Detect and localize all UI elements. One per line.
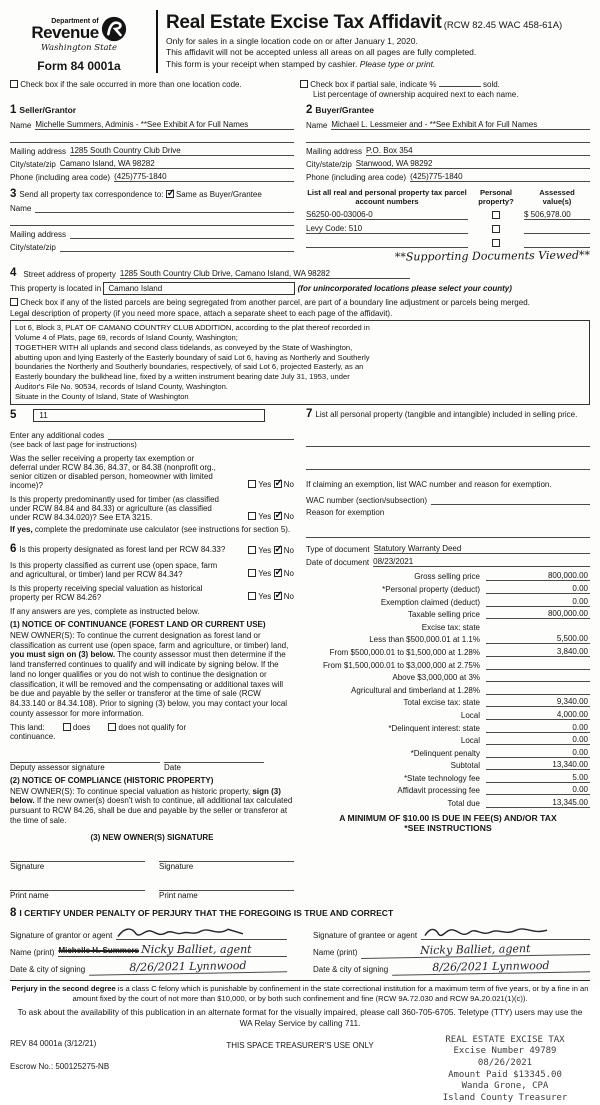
personal-property-list-field-2[interactable] bbox=[306, 457, 590, 470]
department-of-label: Department of bbox=[51, 17, 99, 25]
section-2-title: Buyer/Grantee bbox=[315, 105, 374, 115]
tax-row-label: Local bbox=[460, 736, 480, 746]
tax-row bbox=[306, 785, 590, 795]
signature-label: Signature bbox=[159, 861, 194, 871]
seller-mailing-field[interactable]: 1285 South Country Club Drive bbox=[70, 146, 294, 156]
s5-q2-yes-checkbox[interactable] bbox=[248, 512, 256, 520]
notice-1-title: (1) NOTICE OF CONTINUANCE (FOREST LAND OR CURRENT USE) bbox=[10, 619, 266, 629]
reason-for-exemption-label: Reason for exemption bbox=[306, 508, 385, 518]
partial-sale-label: Check box if partial sale, indicate % bbox=[310, 80, 437, 89]
s6-q2-no-checkbox[interactable] bbox=[274, 569, 282, 577]
notice-2-body-2: If the new owner(s) doesn't wish to continue, all additional tax calculated pursuant to RCW 84.26, shall be due and payable by the seller or transferor at the time of sale. bbox=[10, 796, 293, 825]
agency-name: Revenue bbox=[31, 22, 99, 42]
legal-line: boundaries the Northerly and Southerly boundaries, respectively, of said Lot 6, projected Easterly, as an bbox=[15, 362, 364, 372]
yes-label: Yes bbox=[258, 545, 272, 555]
tax-row bbox=[306, 697, 590, 707]
no-label: No bbox=[283, 545, 294, 555]
tax-row-value[interactable]: 13,345.00 bbox=[486, 798, 590, 808]
new-owner-signature-field-1[interactable] bbox=[10, 852, 145, 862]
s5-q2-no-checkbox[interactable] bbox=[274, 512, 282, 520]
assessed-value-field[interactable]: $ 506,978.00 bbox=[524, 210, 590, 220]
section-6-question-1 bbox=[10, 544, 232, 556]
land-does-checkbox[interactable] bbox=[63, 723, 71, 731]
use-code-field[interactable]: 11 bbox=[33, 409, 265, 422]
parcel-row bbox=[306, 238, 590, 248]
legal-description-field[interactable] bbox=[10, 320, 590, 405]
tax-row-value[interactable] bbox=[486, 685, 590, 695]
legal-line: abutting upon and lying Easterly of the Easterly boundary of said Lot 6, having as Northerly and Southerly bbox=[15, 352, 370, 362]
legal-line: Easterly boundary the bulkhead line, fixed by a written instrument bearing date July 31, 1953, under bbox=[15, 372, 350, 382]
predominate-use-note-rest: complete the predominate use calculator (see instructions for section 5). bbox=[32, 524, 291, 534]
deputy-assessor-signature-field[interactable] bbox=[10, 753, 160, 763]
stamp-line: REAL ESTATE EXCISE TAX bbox=[445, 1034, 565, 1045]
tax-row-label: Affidavit processing fee bbox=[397, 786, 480, 796]
section-5-question-2: Is this property predominantly used for timber (as classified under RCW 84.84 and 84.33) or agriculture (as classified under RCW 84.34.020)? See ETA 3215. bbox=[10, 494, 219, 522]
parcel-table-header bbox=[306, 188, 590, 206]
minimum-due-note: A MINIMUM OF $10.00 IS DUE IN FEE(S) AND/OR TAX bbox=[339, 813, 557, 824]
print-name-label: Print name bbox=[159, 890, 198, 900]
tax-row-label: *State technology fee bbox=[403, 773, 480, 783]
legal-line: Volume 4 of Plats, page 69, records of Island County, Washington; bbox=[15, 332, 238, 342]
section-6-instruction: If any answers are yes, complete as instructed below. bbox=[10, 606, 200, 616]
no-label: No bbox=[283, 479, 294, 489]
tax-row-value[interactable]: 0.00 bbox=[486, 723, 590, 733]
exemption-note: If claiming an exemption, list WAC number and reason for exemption. bbox=[306, 480, 552, 490]
correspondence-name-extra-field[interactable] bbox=[10, 216, 294, 226]
tax-row bbox=[306, 760, 590, 770]
partial-sale-checkbox[interactable] bbox=[300, 80, 308, 88]
grantee-printname-label: Name (print) bbox=[313, 948, 358, 958]
multi-location-checkbox[interactable] bbox=[10, 80, 18, 88]
section-6-question-3: Is this property receiving special valuation as historical property per RCW 84.26? bbox=[10, 583, 203, 602]
tax-row-value[interactable]: 0.00 bbox=[486, 748, 590, 758]
correspondence-csz-field[interactable] bbox=[60, 242, 294, 252]
yes-label: Yes bbox=[258, 511, 272, 521]
segregated-checkbox[interactable] bbox=[10, 298, 18, 306]
section-6-q1-text: Is this property designated as forest land per RCW 84.33? bbox=[19, 545, 226, 555]
no-label: No bbox=[283, 591, 294, 601]
assessed-value-field[interactable] bbox=[524, 238, 590, 248]
assessed-value-col-header: Assessed value(s) bbox=[539, 187, 575, 206]
section-7-column bbox=[306, 409, 590, 539]
tax-row bbox=[306, 622, 590, 632]
s6-q2-yes-checkbox[interactable] bbox=[248, 569, 256, 577]
parties-section bbox=[10, 105, 590, 263]
additional-codes-field[interactable] bbox=[108, 430, 294, 440]
seller-mailing-label: Mailing address bbox=[10, 146, 67, 156]
section-6-and-tax bbox=[10, 544, 590, 899]
tax-row-value[interactable]: 0.00 bbox=[486, 735, 590, 745]
continuance-label: continuance. bbox=[10, 731, 56, 741]
dor-swirl-icon bbox=[101, 16, 127, 42]
tax-row-value[interactable]: 800,000.00 bbox=[486, 571, 590, 581]
tax-row-label: Subtotal bbox=[450, 761, 480, 771]
revision-number: REV 84 0001a (3/12/21) bbox=[10, 1038, 97, 1048]
notice-2-body-1: NEW OWNER(S): To continue special valuation as historic property, bbox=[10, 786, 253, 796]
no-label: No bbox=[283, 511, 294, 521]
seller-csz-label: City/state/zip bbox=[10, 159, 56, 169]
section-4-number: 4 bbox=[10, 266, 17, 279]
seller-name-field[interactable]: Michelle Summers, Adminis - **See Exhibit A for Full Names bbox=[35, 120, 294, 130]
buyer-column bbox=[306, 105, 590, 263]
yes-label: Yes bbox=[258, 568, 272, 578]
new-owner-printname-field-2[interactable] bbox=[159, 881, 294, 891]
title-block bbox=[166, 10, 590, 69]
supporting-documents-stamp: **Supporting Documents Viewed** bbox=[394, 248, 591, 264]
form-number: Form 84 0001a bbox=[37, 59, 121, 73]
stamp-line: Excise Number 49789 bbox=[453, 1046, 557, 1057]
see-instructions-note: *SEE INSTRUCTIONS bbox=[404, 823, 492, 834]
tax-row bbox=[306, 773, 590, 783]
legal-line: Lot 6, Block 3, PLAT OF CAMANO COUNTRY CLUB ADDITION, according to the plat thereof recorded in bbox=[15, 323, 370, 332]
section-7-number: 7 bbox=[306, 407, 313, 420]
tax-row bbox=[306, 584, 590, 594]
land-does-not-checkbox[interactable] bbox=[108, 723, 116, 731]
accessibility-notice: To ask about the availability of this publication in an alternate format for the visually impaired, please call 360-705-6705. Teletype (TTY) users may use the WA Relay Service by calling 711. bbox=[17, 1007, 583, 1028]
tax-row bbox=[306, 710, 590, 720]
notice-2-bold: sign (3) below. bbox=[10, 786, 281, 806]
tax-row-value[interactable]: 4,000.00 bbox=[486, 710, 590, 720]
document-date-label: Date of document bbox=[306, 558, 370, 568]
section-3-number: 3 bbox=[10, 187, 17, 200]
seller-csz-field[interactable]: Camano Island, WA 98282 bbox=[60, 159, 294, 169]
header-note-3-italic: Please type or print. bbox=[359, 58, 436, 69]
new-owner-printname-field-1[interactable] bbox=[10, 881, 145, 891]
tax-row-value[interactable]: 5,500.00 bbox=[486, 634, 590, 644]
buyer-mailing-field[interactable]: P.O. Box 354 bbox=[366, 146, 590, 156]
grantor-datecity-label: Date & city of signing bbox=[10, 965, 86, 975]
grantee-printname-field[interactable]: Nicky Balliet, agent bbox=[361, 941, 590, 959]
section-6-question-2: Is this property classified as current use (open space, farm and agricultural, or timber) land per RCW 84.34? bbox=[10, 560, 218, 579]
document-type-field[interactable]: Statutory Warranty Deed bbox=[374, 544, 590, 554]
parcel-row bbox=[306, 210, 590, 220]
stamp-line: Island County Treasurer bbox=[442, 1093, 568, 1104]
buyer-csz-field[interactable]: Stanwood, WA 98292 bbox=[356, 159, 590, 169]
grantee-datecity-label: Date & city of signing bbox=[313, 965, 389, 975]
personal-property-col-header: Personal property? bbox=[478, 187, 514, 206]
tax-row-label: Agricultural and timberland at 1.28% bbox=[351, 685, 480, 695]
assessed-value-field[interactable] bbox=[524, 224, 590, 234]
parcel-number-field[interactable]: S6250-00-03006-0 bbox=[306, 210, 468, 220]
notice-1-body bbox=[10, 631, 294, 719]
partial-sale-sold-label: sold. bbox=[483, 80, 500, 89]
legal-line: TOGETHER WITH all uplands and second class tidelands, as conveyed by the State of Washington, bbox=[15, 342, 353, 352]
tax-row-value[interactable]: 0.00 bbox=[486, 584, 590, 594]
section-1-title: Seller/Grantor bbox=[19, 105, 77, 115]
yes-label: Yes bbox=[258, 479, 272, 489]
tax-row-value[interactable]: 800,000.00 bbox=[486, 609, 590, 619]
section-6-q3-answers bbox=[248, 592, 294, 602]
grantee-signature-field[interactable] bbox=[421, 924, 590, 940]
personal-property-checkbox[interactable] bbox=[492, 211, 500, 219]
tax-row bbox=[306, 723, 590, 733]
s6-q1-yes-checkbox[interactable] bbox=[248, 546, 256, 554]
tax-row-value bbox=[486, 622, 590, 632]
grantor-signature-label: Signature of grantor or agent bbox=[10, 931, 113, 941]
seller-phone-label: Phone (including area code) bbox=[10, 172, 111, 182]
print-name-label: Print name bbox=[10, 890, 49, 900]
notice-1-bold: you must sign on (3) below. bbox=[10, 650, 116, 660]
segregated-label: Check box if any of the listed parcels are being segregated from another parcel, are part of a boundary line adjustment or parcels being merged. bbox=[20, 298, 530, 307]
new-owner-signature-row bbox=[10, 852, 294, 871]
section-5-question-1: Was the seller receiving a property tax exemption or deferral under RCW 84.36, 84.37, or 84.38 (nonprofit org., senior citizen or disabled person, homeowner with limited income)? bbox=[10, 453, 216, 490]
notice-1-body-1: NEW OWNER(S): To continue the current designation as forest land or classification as current use (open space, farm and agriculture, or timber) land, bbox=[10, 630, 289, 650]
certify-statement: I CERTIFY UNDER PENALTY OF PERJURY THAT THE FOREGOING IS TRUE AND CORRECT bbox=[19, 907, 394, 918]
does-label: does bbox=[72, 722, 91, 732]
correspondence-name-field[interactable] bbox=[35, 203, 294, 213]
located-in-label: This property is located in bbox=[10, 284, 102, 293]
tax-row-label: Above $3,000,000 at 3% bbox=[392, 673, 480, 683]
header-note-2: This affidavit will not be accepted unless all areas on all pages are fully completed. bbox=[166, 47, 477, 57]
tax-row bbox=[306, 672, 590, 682]
correspondence-mailing-label: Mailing address bbox=[10, 230, 67, 239]
sections-5-7 bbox=[10, 409, 590, 539]
same-as-buyer-checkbox[interactable] bbox=[166, 190, 174, 198]
perjury-bold: Perjury in the second degree bbox=[11, 984, 116, 994]
grantor-signature-scrawl bbox=[116, 924, 246, 940]
grantor-signature-block bbox=[10, 921, 287, 974]
tax-row-label: *Personal property (deduct) bbox=[382, 584, 480, 594]
notice-2-body bbox=[10, 787, 294, 826]
perjury-notice bbox=[10, 984, 590, 1003]
tax-row-label: Total due bbox=[447, 799, 480, 809]
tax-row-label: Local bbox=[460, 710, 480, 720]
parcel-col-header: List all real and personal property tax parcel account numbers bbox=[307, 187, 467, 206]
multi-location-label: Check box if the sale occurred in more than one location code. bbox=[20, 80, 242, 89]
section-8-number: 8 bbox=[10, 906, 17, 919]
section-6-number: 6 bbox=[10, 543, 17, 556]
form-header bbox=[10, 10, 590, 73]
tax-row-label: *Delinquent interest: state bbox=[388, 723, 480, 733]
header-note-3 bbox=[166, 59, 590, 69]
treasurer-use-only-label: THIS SPACE TREASURER'S USE ONLY bbox=[226, 1040, 374, 1050]
buyer-name-label: Name bbox=[306, 120, 328, 130]
property-section bbox=[10, 268, 590, 405]
stamp-line: Amount Paid $13345.00 bbox=[448, 1069, 562, 1080]
dor-logo-block bbox=[10, 10, 148, 73]
predominate-use-note-bold: If yes, bbox=[10, 524, 33, 534]
tax-row bbox=[306, 685, 590, 695]
street-address-field[interactable]: 1285 South Country Club Drive, Camano Island, WA 98282 bbox=[120, 269, 410, 279]
tax-row-label: From $500,000.01 to $1,500,000 at 1.28% bbox=[329, 647, 480, 657]
perjury-rest: is a class C felony which is punishable by confinement in the state correctional institution for a maximum term of five years, or by a fine in an amount fixed by the court of not more than $10,000, or by both such confinement and fine (RCW 9A.72.030 and RCW 9A.20.021(1)(c)). bbox=[72, 984, 589, 1003]
tax-row-value[interactable]: 0.00 bbox=[486, 597, 590, 607]
stamp-line: 08/26/2021 bbox=[477, 1058, 533, 1069]
additional-codes-label: Enter any additional codes bbox=[10, 430, 105, 440]
grantee-signature-scrawl bbox=[421, 924, 551, 940]
tax-row-value[interactable] bbox=[486, 672, 590, 682]
notice-2-title: (2) NOTICE OF COMPLIANCE (HISTORIC PROPERTY) bbox=[10, 775, 214, 785]
additional-codes-note: (see back of last page for instructions) bbox=[10, 439, 137, 449]
correspondence-csz-label: City/state/zip bbox=[10, 243, 56, 252]
same-as-buyer-label: Same as Buyer/Grantee bbox=[175, 189, 262, 199]
washington-state-label: Washington State bbox=[41, 43, 117, 53]
header-note-3-text: This form is your receipt when stamped by cashier. bbox=[166, 58, 360, 69]
grantee-signature-label: Signature of grantee or agent bbox=[313, 931, 418, 941]
grantee-signature-block bbox=[313, 921, 590, 974]
notice-1-body-2: The county assessor must then determine if the land transferred continues to qualify and will indicate by signing below. If the land no longer qualifies or you do not wish to continue the designation or classification, it will be removed and the compensating or additional taxes will be due and payable by the seller or transferor at the time of sale (RCW 84.33.140 or 84.34.108). Prior to signing (3) below, you may contact your local county assessor for more information. bbox=[10, 650, 288, 718]
tax-row bbox=[306, 597, 590, 607]
section-5-q2-answers bbox=[248, 512, 294, 522]
buyer-name-field[interactable]: Michael L. Lessmeier and - **See Exhibit A for Full Names bbox=[331, 120, 590, 130]
partial-sale-note: List percentage of ownership acquired next to each name. bbox=[313, 90, 519, 99]
certification-section bbox=[10, 908, 590, 975]
tax-row-label: Less than $500,000.01 at 1.1% bbox=[369, 635, 480, 645]
tax-row-value[interactable]: 3,840.00 bbox=[486, 647, 590, 657]
personal-property-checkbox[interactable] bbox=[492, 225, 500, 233]
grantor-struck-name: Michelle H. Summers bbox=[58, 946, 139, 956]
deputy-assessor-signature-label: Deputy assessor signature bbox=[10, 762, 105, 772]
parcel-number-field[interactable]: Levy Code: 510 bbox=[306, 224, 468, 234]
date-label: Date bbox=[164, 762, 181, 772]
new-owner-signature-field-2[interactable] bbox=[159, 852, 294, 862]
seller-column bbox=[10, 105, 294, 263]
document-date-field[interactable]: 08/23/2021 bbox=[373, 557, 590, 567]
parcel-number-field[interactable] bbox=[306, 238, 468, 248]
grantor-printname-field[interactable] bbox=[58, 943, 287, 957]
s5-q1-no-checkbox[interactable] bbox=[274, 480, 282, 488]
legal-line: Auditor's File No. 90534, records of Island County, Washington. bbox=[15, 382, 228, 392]
tax-row-value[interactable] bbox=[486, 660, 590, 670]
no-label: No bbox=[283, 568, 294, 578]
tax-column bbox=[306, 544, 590, 899]
grantor-printname-label: Name (print) bbox=[10, 948, 55, 958]
personal-property-list-field[interactable] bbox=[306, 434, 590, 447]
section-3-label: Send all property tax correspondence to: bbox=[19, 189, 164, 199]
footer bbox=[10, 980, 590, 1105]
section-5-number: 5 bbox=[10, 408, 17, 421]
tax-row bbox=[306, 798, 590, 808]
predominate-use-note bbox=[10, 525, 294, 534]
correspondence-name-label: Name bbox=[10, 204, 32, 213]
street-address-label: Street address of property bbox=[23, 270, 116, 279]
tax-row-label: Exemption claimed (deduct) bbox=[380, 597, 480, 607]
section-1-number: 1 bbox=[10, 104, 17, 116]
located-in-select[interactable]: Camano Island bbox=[103, 282, 295, 295]
s6-q3-yes-checkbox[interactable] bbox=[248, 592, 256, 600]
this-land-label: This land: bbox=[10, 722, 45, 732]
header-divider bbox=[156, 10, 158, 73]
does-not-label: does not qualify for bbox=[118, 722, 187, 732]
tax-row bbox=[306, 647, 590, 657]
buyer-phone-label: Phone (including area code) bbox=[306, 172, 407, 182]
tax-row-value[interactable]: 0.00 bbox=[486, 785, 590, 795]
reason-for-exemption-field[interactable] bbox=[306, 525, 590, 538]
section-5-q1-answers bbox=[248, 480, 294, 490]
wac-number-label: WAC number (section/subsection) bbox=[306, 496, 428, 506]
yes-label: Yes bbox=[258, 591, 272, 601]
tax-row bbox=[306, 571, 590, 581]
section-6-q1-answers bbox=[248, 546, 294, 556]
tax-row-value[interactable]: 9,340.00 bbox=[486, 697, 590, 707]
tax-row-label: Total excise tax: state bbox=[403, 698, 480, 708]
partial-sale-percent-field[interactable] bbox=[439, 86, 481, 87]
buyer-mailing-label: Mailing address bbox=[306, 146, 363, 156]
buyer-name-extra-field[interactable] bbox=[306, 133, 590, 143]
rcw-reference: (RCW 82.45 WAC 458-61A) bbox=[443, 20, 563, 31]
buyer-phone-field[interactable]: (425)775-1840 bbox=[410, 172, 590, 182]
legal-line: Situate in the County of Island, State of Washington bbox=[15, 392, 189, 402]
seller-phone-field[interactable]: (425)775-1840 bbox=[114, 172, 294, 182]
tax-row-label: *Delinquent penalty bbox=[410, 748, 480, 758]
deputy-assessor-date-field[interactable] bbox=[164, 753, 264, 763]
s6-q3-no-checkbox[interactable] bbox=[274, 592, 282, 600]
parcel-row bbox=[306, 224, 590, 234]
section-6-q2-answers bbox=[248, 569, 294, 579]
stamp-line: Wanda Grone, CPA bbox=[461, 1081, 549, 1092]
grantor-signature-field[interactable] bbox=[116, 924, 287, 940]
legal-description-label: Legal description of property (if you need more space, attach a separate sheet to each page of the affidavit). bbox=[10, 309, 393, 318]
grantor-handwritten-name: Nicky Balliet, agent bbox=[141, 943, 252, 957]
personal-property-checkbox[interactable] bbox=[492, 239, 500, 247]
tax-row bbox=[306, 609, 590, 619]
tax-row-label: Taxable selling price bbox=[407, 610, 480, 620]
seller-name-extra-field[interactable] bbox=[10, 133, 294, 143]
notice-3-title: (3) NEW OWNER(S) SIGNATURE bbox=[90, 832, 214, 842]
form-title: Real Estate Excise Tax Affidavit bbox=[166, 12, 442, 33]
located-in-note: (for unincorporated locations please select your county) bbox=[297, 284, 512, 293]
correspondence-mailing-field[interactable] bbox=[70, 229, 294, 239]
tax-row-label: Excise tax: state bbox=[421, 622, 480, 632]
tax-row-value[interactable]: 13,340.00 bbox=[486, 760, 590, 770]
new-owner-printname-row bbox=[10, 881, 294, 900]
document-type-label: Type of document bbox=[306, 545, 370, 555]
section-6-column bbox=[10, 544, 294, 899]
escrow-number: Escrow No.: 500125275-NB bbox=[10, 1061, 110, 1071]
tax-row-label: Gross selling price bbox=[414, 572, 480, 582]
tax-row bbox=[306, 735, 590, 745]
top-checkbox-row bbox=[10, 80, 590, 99]
land-qualify-row bbox=[10, 723, 294, 732]
tax-row bbox=[306, 748, 590, 758]
seller-name-label: Name bbox=[10, 120, 32, 130]
s6-q1-no-checkbox[interactable] bbox=[274, 546, 282, 554]
s5-q1-yes-checkbox[interactable] bbox=[248, 480, 256, 488]
section-2-number: 2 bbox=[306, 104, 313, 116]
buyer-csz-label: City/state/zip bbox=[306, 159, 352, 169]
tax-row bbox=[306, 634, 590, 644]
section-5-column bbox=[10, 409, 294, 539]
treasurer-stamp bbox=[420, 1035, 590, 1105]
grantor-datecity-field[interactable]: 8/26/2021 Lynnwood bbox=[89, 958, 287, 975]
header-note-1: Only for sales in a single location code on or after January 1, 2020. bbox=[166, 35, 418, 46]
tax-row-label: From $1,500,000.01 to $3,000,000 at 2.75% bbox=[322, 660, 480, 670]
tax-row bbox=[306, 660, 590, 670]
wac-number-field[interactable] bbox=[431, 495, 590, 505]
tax-row-value[interactable]: 5.00 bbox=[486, 773, 590, 783]
grantee-datecity-field[interactable]: 8/26/2021 Lynnwood bbox=[392, 958, 590, 975]
section-7-label: List all personal property (tangible and intangible) included in selling price. bbox=[315, 409, 578, 419]
signature-label: Signature bbox=[10, 861, 45, 871]
